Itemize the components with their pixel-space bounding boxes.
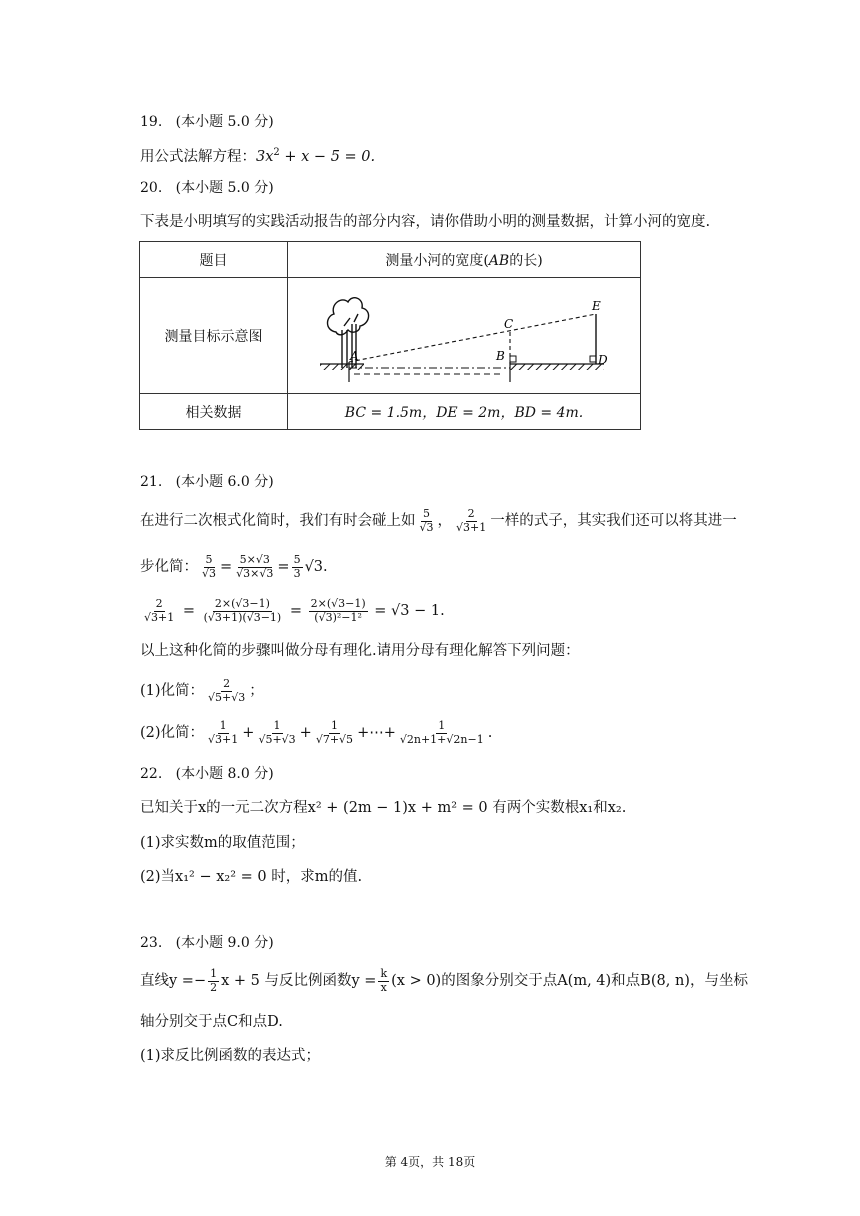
row2-label: 测量目标示意图: [140, 278, 288, 394]
q20-text: 下表是小明填写的实践活动报告的部分内容，请你借助小明的测量数据，计算小河的宽度.: [140, 214, 711, 230]
q21-part2: (2)化简： $\frac{1}{√3+1}$ + $\frac{1}{√5+√3}$ + $\frac{1}{√7+√5}$ +⋯+ $\frac{1}{√2n+1+√2n-1}$ .: [140, 719, 493, 746]
q20-header: 20. (本小题 5.0 分): [140, 180, 274, 196]
q19-header: 19. (本小题 5.0 分): [140, 114, 274, 130]
q21-step1: 步化简： $\frac{5}{√3}$ = $\frac{5\times√3}{√3\times√3}$ = $\frac{5}{3}$ √3.: [140, 553, 328, 580]
page-footer: 第 4页，共 18页: [384, 1155, 476, 1169]
row1-label: 题目: [140, 242, 288, 278]
q21-step2: $\frac{2}{√3+1}$ = $\frac{2\times(√3-1)}{(√3+1)(√3-1)}$ = $\frac{2\times(√3-1)}{\text{(√3)²−1²}}$ = √3 − 1.: [144, 597, 445, 624]
q22-header: 22. (本小题 8.0 分): [140, 766, 274, 782]
row1-value: 测量小河的宽度(AB的长): [288, 242, 641, 278]
point-c-label: C: [504, 316, 514, 331]
q21-intro: 在进行二次根式化简时，我们有时会碰上如 $\frac{5}{√3}$ ， $\frac{2}{√3+1}$ 一样的式子，其实我们还可以将其进一: [140, 507, 737, 534]
q22-line1: 已知关于x的一元二次方程x² + (2m − 1)x + m² = 0 有两个实数根x₁和x₂.: [140, 800, 627, 816]
point-a-label: A: [350, 348, 359, 363]
q21-line3: 以上这种化简的步骤叫做分母有理化.请用分母有理化解答下列问题：: [140, 643, 580, 659]
tree-icon: [328, 297, 369, 367]
q23-line2: 轴分别交于点C和点D.: [140, 1014, 283, 1030]
q21-header: 21. (本小题 6.0 分): [140, 474, 274, 490]
row3-value: BC = 1.5m，DE = 2m，BD = 4m.: [288, 394, 641, 430]
point-d-label: D: [598, 352, 608, 367]
q23-part1: (1)求反比例函数的表达式；: [140, 1048, 321, 1064]
q21-part1: (1)化简： $\frac{2}{√5+√3}$ ；: [140, 677, 264, 704]
report-table: [139, 241, 641, 430]
q22-part1: (1)求实数m的取值范围；: [140, 835, 305, 851]
point-b-label: B: [496, 348, 505, 363]
river-diagram: [314, 286, 614, 386]
q23-line1: 直线y =− $\frac{1}{2}$ x + 5 与反比例函数y = $\frac{k}{x}$ (x > 0)的图象分别交于点A(m, 4)和点B(8, n)，与坐标: [140, 967, 748, 994]
q19-body: 用公式法解方程：$3x^2 + x - 5 = 0$.: [140, 147, 376, 165]
q23-header: 23. (本小题 9.0 分): [140, 935, 274, 951]
row3-label: 相关数据: [140, 394, 288, 430]
q22-part2: (2)当x₁² − x₂² = 0 时，求m的值.: [140, 869, 363, 885]
point-e-label: E: [592, 298, 601, 313]
diagram-cell: [288, 278, 641, 394]
